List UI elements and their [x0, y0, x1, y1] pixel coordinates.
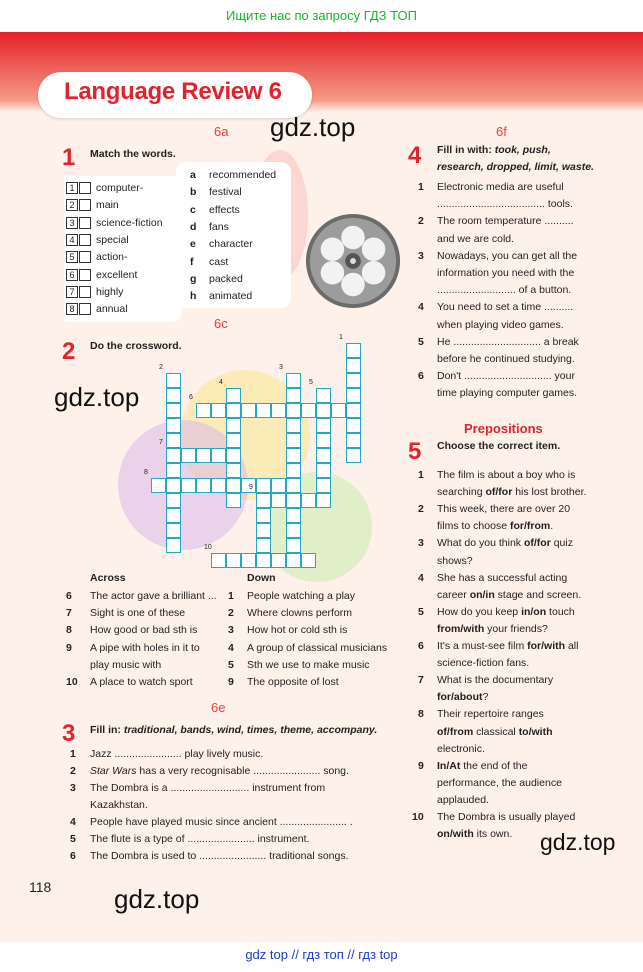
heading-words: took, push,: [494, 144, 551, 156]
clue-number: 4: [228, 641, 234, 654]
crossword-cell: [346, 418, 361, 433]
clue-text: Where clowns perform: [247, 607, 353, 620]
crossword-cell: [166, 403, 181, 418]
item-text: The Dombra is usually played: [437, 811, 576, 823]
match-word: cast: [209, 255, 229, 268]
crossword-cell: [286, 448, 301, 463]
clue-number: 8: [144, 469, 148, 476]
crossword-cell: [166, 373, 181, 388]
clue-text: Sight is one of these: [90, 607, 186, 620]
section-label: 6f: [496, 124, 507, 139]
item-text: on/with its own.: [437, 828, 513, 841]
crossword-cell: [301, 403, 316, 418]
match-word: action-: [96, 251, 128, 264]
clue-number: 7: [66, 607, 72, 620]
clue-number: 6: [66, 590, 72, 602]
clue-number: 5: [228, 658, 234, 671]
crossword-cell: [271, 478, 286, 493]
clue-number: 4: [219, 379, 223, 386]
crossword-cell: [196, 448, 211, 463]
clue-number: 1: [228, 590, 234, 602]
clue-number: 10: [204, 544, 212, 551]
item-number: 8: [418, 708, 424, 721]
crossword-cell: [256, 553, 271, 568]
crossword-cell: [226, 418, 241, 433]
crossword-cell: [256, 538, 271, 553]
item-text: This week, there are over 20: [437, 503, 571, 516]
item-text: performance, the audience: [437, 776, 562, 789]
item-number: 4: [418, 571, 424, 584]
crossword-cell: [286, 373, 301, 388]
match-word: computer-: [96, 182, 144, 194]
match-letter: g: [190, 272, 197, 285]
item-text: How do you keep in/on touch: [437, 605, 575, 618]
heading-bold: Fill in with:: [437, 144, 492, 156]
crossword-cell: [226, 433, 241, 448]
match-number-box: 1: [66, 182, 78, 194]
watermark: gdz.top: [270, 112, 356, 142]
item-text: of/from classical to/with: [437, 725, 553, 738]
item-text: time playing computer games.: [437, 387, 578, 400]
crossword-cell: [226, 448, 241, 463]
match-letter: e: [190, 238, 196, 251]
crossword-cell: [316, 403, 331, 418]
crossword-cell: [241, 553, 256, 568]
item-number: 10: [412, 811, 424, 823]
item-body: People have played music since ancient ....................... .: [90, 816, 353, 828]
item-body: Jazz ....................... play lively music.: [90, 748, 264, 760]
exercise-heading: Do the crossword.: [90, 340, 182, 352]
crossword-cell: [166, 478, 181, 493]
item-number: 2: [70, 765, 76, 777]
match-letter: f: [190, 255, 194, 268]
page-title: Language Review 6: [64, 78, 282, 105]
crossword-cell: [226, 403, 241, 418]
item-number: 1: [418, 469, 424, 481]
crossword-cell: [226, 493, 241, 508]
exercise-number: 4: [408, 142, 422, 169]
item-text: films to choose for/from.: [437, 520, 554, 533]
crossword-cell: [346, 403, 361, 418]
match-word: animated: [209, 290, 253, 303]
item-text: You need to set a time ..........: [437, 301, 574, 314]
watermark: gdz.top: [114, 884, 200, 914]
item-text: [90, 816, 353, 829]
match-letter: c: [190, 203, 196, 216]
crossword-cell: [346, 373, 361, 388]
item-text: It's a must-see film for/with all: [437, 640, 579, 652]
item-text: electronic.: [437, 742, 485, 755]
match-word: special: [96, 233, 129, 246]
item-number: 1: [418, 181, 424, 193]
top-banner[interactable]: Ищите нас по запросу ГДЗ ТОП: [226, 8, 417, 23]
section-label: 6e: [211, 700, 226, 715]
item-number: 1: [70, 748, 76, 760]
match-word: packed: [209, 272, 243, 285]
match-word: main: [96, 199, 119, 212]
crossword-cell: [181, 448, 196, 463]
crossword-cell: [271, 403, 286, 418]
crossword-cell: [166, 523, 181, 538]
crossword-cell: [226, 553, 241, 568]
match-left-box: [64, 176, 182, 322]
watermark: gdz.top: [54, 382, 140, 412]
match-number-box: 3: [66, 217, 78, 229]
crossword-cell: [211, 478, 226, 493]
answer-box: [79, 217, 91, 229]
exercise-number: 5: [408, 438, 422, 465]
crossword-cell: [346, 343, 361, 358]
section-label: 6c: [214, 316, 228, 331]
crossword-cell: [346, 448, 361, 463]
crossword-cell: [226, 388, 241, 403]
exercise-heading-cont: [437, 161, 594, 173]
crossword-cell: [316, 463, 331, 478]
clue-text: The actor gave a brilliant ...: [90, 590, 217, 602]
item-text: The film is about a boy who is: [437, 469, 576, 481]
item-text: Electronic media are useful: [437, 181, 564, 193]
match-word: highly: [96, 285, 124, 298]
match-number-box: 2: [66, 199, 78, 211]
crossword-cell: [256, 493, 271, 508]
exercise-heading: Match the words.: [90, 148, 176, 160]
heading-words: traditional, bands, wind, times, theme, accompany.: [123, 724, 378, 736]
crossword-cell: [166, 388, 181, 403]
crossword-cell: [301, 493, 316, 508]
crossword-cell: [286, 433, 301, 448]
clue-text: How hot or cold sth is: [247, 624, 348, 637]
item-number: 6: [418, 370, 424, 383]
item-text: for/about?: [437, 691, 489, 704]
crossword-cell: [346, 358, 361, 373]
match-word: annual: [96, 303, 128, 316]
item-number: 2: [418, 215, 424, 228]
crossword-cell: [166, 508, 181, 523]
film-reel-icon: [304, 212, 402, 310]
clue-number: 3: [228, 624, 234, 637]
item-text: and we are cold.: [437, 232, 515, 245]
item-text: What is the documentary: [437, 674, 554, 687]
section-label: Prepositions: [464, 421, 543, 436]
crossword-cell: [271, 553, 286, 568]
crossword-cell: [316, 448, 331, 463]
item-body: has a very recognisable ....................... song.: [136, 765, 349, 777]
crossword-cell: [166, 493, 181, 508]
crossword-cell: [211, 448, 226, 463]
item-number: 5: [418, 605, 424, 618]
clue-number: 10: [66, 676, 78, 688]
item-text: [90, 748, 263, 761]
match-word: festival: [209, 186, 242, 199]
match-word: science-fiction: [96, 216, 163, 229]
crossword-cell: [256, 523, 271, 538]
match-number-box: 4: [66, 234, 78, 246]
crossword-cell: [286, 493, 301, 508]
exercise-heading: Choose the correct item.: [437, 440, 561, 452]
item-number: 6: [418, 640, 424, 652]
clue-number: 7: [159, 439, 163, 446]
item-text: when playing video games.: [437, 318, 564, 331]
exercise-heading: [437, 144, 551, 156]
crossword-cell: [286, 508, 301, 523]
across-title: Across: [90, 572, 126, 584]
item-text: In/At the end of the: [437, 759, 528, 772]
item-text: [90, 850, 349, 863]
item-number: 3: [418, 537, 424, 550]
clue-number: 6: [189, 394, 193, 401]
clue-text: The opposite of lost: [247, 676, 339, 688]
item-body: The Dombra is used to ....................... traditional songs.: [90, 850, 349, 862]
clue-number: 9: [249, 484, 253, 491]
clue-number: 9: [228, 676, 234, 688]
item-text: [90, 799, 148, 812]
textbook-page: [0, 32, 643, 942]
answer-box: [79, 251, 91, 263]
item-number: 7: [418, 674, 424, 687]
crossword-cell: [166, 463, 181, 478]
clue-number: 3: [279, 364, 283, 371]
crossword-cell: [241, 403, 256, 418]
clue-number: 8: [66, 624, 72, 637]
crossword-cell: [286, 553, 301, 568]
match-number-box: 7: [66, 286, 78, 298]
item-text: applauded.: [437, 793, 489, 806]
down-title: Down: [247, 572, 276, 584]
item-number: 4: [418, 301, 424, 314]
clue-number: 1: [339, 334, 343, 341]
item-body: The Dombra is a ........................... instrument from: [90, 782, 326, 794]
crossword-cell: [286, 403, 301, 418]
match-right-box: [176, 162, 291, 308]
match-number-box: 6: [66, 269, 78, 281]
item-text: before he continued studying.: [437, 353, 575, 365]
match-word: character: [209, 238, 253, 251]
item-number: 4: [70, 816, 76, 828]
match-letter: a: [190, 169, 196, 181]
match-letter: h: [190, 290, 197, 303]
match-number-box: 8: [66, 303, 78, 315]
item-number: 6: [70, 850, 76, 862]
crossword-cell: [286, 418, 301, 433]
heading-words: research, dropped, limit, waste.: [437, 161, 594, 173]
clue-text: How good or bad sth is: [90, 624, 198, 637]
crossword-cell: [256, 508, 271, 523]
item-text: career on/in stage and screen.: [437, 588, 582, 601]
clue-number: 2: [228, 607, 234, 620]
crossword-cell: [226, 478, 241, 493]
item-text: What do you think of/for quiz: [437, 537, 573, 550]
answer-box: [79, 286, 91, 298]
match-word: excellent: [96, 268, 138, 281]
crossword-cell: [166, 418, 181, 433]
match-word: fans: [209, 220, 229, 233]
item-text: shows?: [437, 554, 473, 567]
crossword-cell: [346, 433, 361, 448]
clue-text: A place to watch sport: [90, 676, 193, 688]
item-text: Nowadays, you can get all the: [437, 249, 578, 262]
clue-text: A pipe with holes in it to: [90, 641, 200, 654]
watermark: gdz.top: [540, 829, 616, 855]
exercise-number: 1: [62, 144, 76, 171]
answer-box: [79, 234, 91, 246]
answer-box: [79, 199, 91, 211]
item-text: searching of/for his lost brother.: [437, 486, 587, 499]
match-number-box: 5: [66, 251, 78, 263]
crossword-cell: [301, 553, 316, 568]
item-body: Kazakhstan.: [90, 799, 148, 811]
clue-number: 9: [66, 641, 72, 654]
crossword-cell: [286, 388, 301, 403]
item-text: [90, 765, 349, 778]
item-text: from/with your friends?: [437, 622, 548, 635]
heading-bold: Fill in:: [90, 724, 121, 736]
clue-text: Sth we use to make music: [247, 658, 370, 671]
item-text: ..................................... tools.: [437, 198, 573, 211]
item-number: 2: [418, 503, 424, 516]
crossword-cell: [166, 448, 181, 463]
crossword-cell: [331, 403, 346, 418]
crossword-cell: [286, 463, 301, 478]
match-word: recommended: [209, 169, 277, 181]
clue-text: play music with: [90, 658, 162, 671]
page-number: 118: [29, 879, 52, 895]
item-number: 3: [70, 782, 76, 794]
clue-number: 2: [159, 364, 163, 371]
crossword-cell: [196, 478, 211, 493]
section-label: 6a: [214, 124, 229, 139]
crossword-cell: [316, 388, 331, 403]
crossword-cell: [316, 478, 331, 493]
crossword-cell: [346, 388, 361, 403]
crossword-cell: [316, 493, 331, 508]
item-number: 3: [418, 249, 424, 262]
exercise-number: 3: [62, 720, 76, 747]
crossword-cell: [286, 478, 301, 493]
crossword-cell: [211, 553, 226, 568]
item-number: 5: [418, 335, 424, 348]
item-text: [90, 833, 309, 846]
clue-text: A group of classical musicians: [247, 641, 388, 654]
match-word: effects: [209, 203, 240, 216]
item-title: Star Wars: [90, 765, 137, 777]
answer-box: [79, 303, 91, 315]
match-letter: b: [190, 186, 197, 199]
crossword-cell: [286, 523, 301, 538]
item-text: science-fiction fans.: [437, 657, 530, 670]
bottom-banner[interactable]: gdz top // гдз топ // гдз top: [245, 947, 398, 962]
answer-box: [79, 182, 91, 194]
answer-box: [79, 269, 91, 281]
crossword-cell: [196, 403, 211, 418]
clue-text: People watching a play: [247, 590, 355, 602]
crossword-cell: [226, 463, 241, 478]
clue-number: 5: [309, 379, 313, 386]
item-number: 9: [418, 759, 424, 772]
item-text: Don't .............................. your: [437, 370, 575, 383]
crossword-cell: [286, 538, 301, 553]
crossword-cell: [166, 433, 181, 448]
crossword-cell: [181, 478, 196, 493]
crossword-cell: [316, 418, 331, 433]
item-text: ........................... of a button.: [437, 284, 572, 297]
crossword-cell: [271, 493, 286, 508]
item-text: He .............................. a break: [437, 335, 579, 348]
exercise-number: 2: [62, 338, 76, 365]
match-letter: d: [190, 220, 197, 233]
item-text: Their repertoire ranges: [437, 708, 544, 721]
item-text: [90, 782, 325, 795]
crossword-cell: [316, 433, 331, 448]
crossword-cell: [256, 403, 271, 418]
crossword-cell: [211, 403, 226, 418]
crossword-cell: [256, 478, 271, 493]
item-text: She has a successful acting: [437, 571, 568, 584]
crossword-cell: [166, 538, 181, 553]
item-text: The room temperature ..........: [437, 215, 574, 228]
crossword-cell: [151, 478, 166, 493]
exercise-heading: [90, 724, 377, 736]
item-number: 5: [70, 833, 76, 845]
item-text: information you need with the: [437, 267, 575, 279]
item-body: The flute is a type of ....................... instrument.: [90, 833, 310, 845]
